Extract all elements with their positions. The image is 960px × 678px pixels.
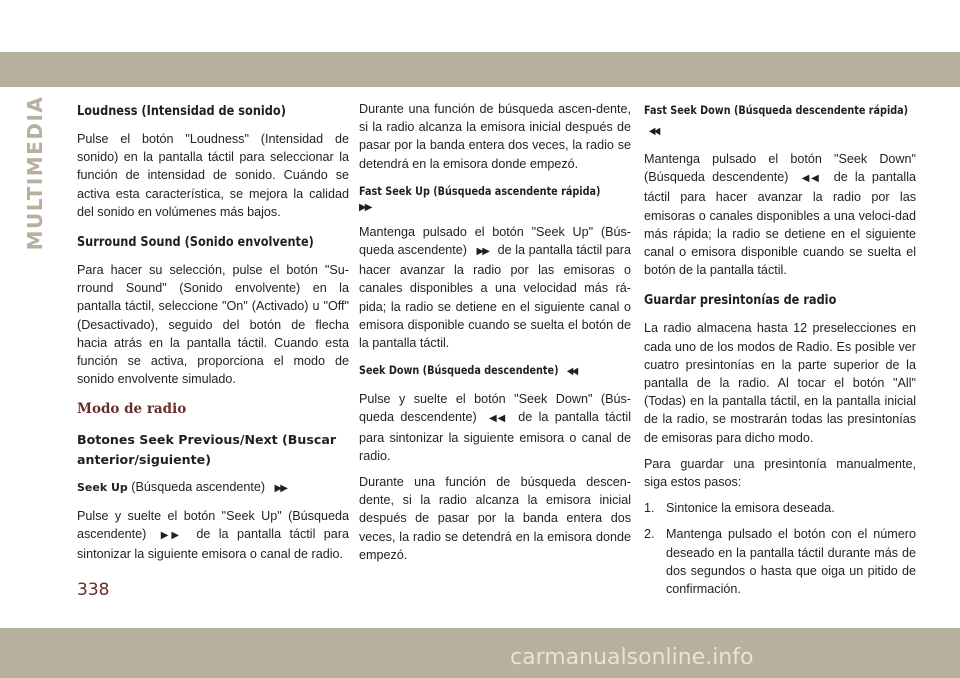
radio-mode-heading: Modo de radio	[77, 401, 187, 418]
header-band	[0, 52, 960, 87]
manual-intro: Para guardar una presintonía manualmente, siga estos pasos:	[644, 456, 916, 490]
seek-down-text-a: Pulse y suelte el botón "Seek Down" (Bús-queda descendente)	[359, 392, 631, 425]
seekup-text	[77, 507, 349, 564]
column-1	[77, 100, 349, 563]
surround-text: Para hacer su selección, pulse el botón "Su-rround Sound" (Sonido envolvente) en la pantalla táctil, seleccione "On" (Activado) u "Off" (Desactivado), seguido del botón de flecha hacia atrás en la pantalla táctil. Cuando esta función se activa, proporciona el modo de sonido envolvente simulado.	[77, 263, 349, 387]
presets-text: La radio almacena hasta 12 preselecciones en cada uno de los modos de Radio. Es posible ver cuatro presintonías en la parte superior de la pantalla de la radio. Al tocar el botón "All" (Todas) en la pantalla táctil, en la pantalla inicial de la radio, se mostrarán todas las presintonías de emisoras para dicho modo.	[644, 321, 916, 445]
seek-down-continued: Durante una función de búsqueda descen-dente, si la radio alcanza la emisora inicial después de pasar por la banda entera dos veces, la radio se detendrá en la emisora donde empezó.	[359, 475, 631, 562]
seek-back-icon: ◀◀	[566, 366, 577, 378]
fast-seek-down-text	[644, 150, 916, 279]
seekup-label: Seek Up	[77, 481, 128, 495]
fast-seek-up-text-b: de la pantalla táctil para hacer avanzar la radio por las emisoras o canales disponibles a una velocidad más rá-pida; la radio se detiene en el siguiente canal o emisora disponible cuando se suelta el botón de la pantalla táctil.	[359, 243, 632, 351]
seek-forward-icon: ▶▶	[476, 246, 489, 258]
step-text: Mantenga pulsado el botón con el número deseado en la pantalla táctil durante más de dos segundos o hasta que oiga un pitido de confirmación.	[666, 527, 916, 597]
step-number: 1.	[644, 501, 655, 516]
column-2	[359, 100, 631, 564]
step-number: 2.	[644, 527, 655, 542]
step-text: Sintonice la emisora deseada.	[666, 501, 835, 516]
seek-forward-icon: ▶▶	[274, 483, 286, 495]
seek-down-text-b: de la pantalla táctil para sintonizar la siguiente emisora o canal de radio.	[359, 410, 632, 463]
list-item	[644, 499, 916, 517]
fast-seek-up-text-a: Mantenga pulsado el botón "Seek Up" (Bús-queda ascendente)	[359, 224, 631, 258]
column-3	[644, 100, 916, 598]
seek-down-heading-text: Seek Down (Búsqueda descendente)	[359, 363, 559, 378]
seek-forward-icon: ▶▶	[359, 201, 371, 213]
page-number: 338	[77, 580, 110, 600]
surround-heading: Surround Sound (Sonido envolvente)	[77, 234, 314, 251]
fast-seek-up-heading: Fast Seek Up (Búsqueda ascendente rápida)	[359, 183, 601, 198]
fast-seek-up-text	[359, 223, 631, 352]
fast-seek-down-text-a: Mantenga pulsado el botón "Seek Down" (Búsqueda descendente)	[644, 152, 916, 185]
steps-list	[644, 499, 916, 598]
seekup-text-a: Pulse y suelte el botón "Seek Up" (Búsqueda ascendente)	[77, 508, 349, 541]
seekup-label-rest: (Búsqueda ascendente)	[131, 480, 266, 495]
section-tab-label: MULTIMEDIA	[23, 95, 47, 250]
seekup-text-b: de la pantalla táctil para sintonizar la siguiente emisora o canal de radio.	[77, 526, 349, 562]
seekup-continued: Durante una función de búsqueda ascen-dente, si la radio alcanza la emisora inicial después de pasar por la banda entera dos veces, la radio se detendrá en la emisora donde empezó.	[359, 102, 631, 171]
loudness-heading: Loudness (Intensidad de sonido)	[77, 103, 286, 119]
seek-forward-icon: ▶▶	[160, 529, 182, 541]
seekup-line	[77, 478, 349, 498]
seek-back-icon: ◀◀	[649, 126, 659, 137]
fast-seek-down-heading	[644, 100, 913, 142]
fast-seek-down-heading-text: Fast Seek Down (Búsqueda descendente rápida)	[644, 103, 909, 117]
seek-down-text	[359, 390, 631, 465]
watermark: carmanualsonline.info	[510, 645, 754, 670]
loudness-text: Pulse el botón "Loudness" (Intensidad de sonido) en la pantalla táctil para seleccionar la función de intensidad de sonido. Cuándo se activa esta característica, se mejora la calidad del sonido en volúmenes más bajos.	[77, 132, 349, 219]
presets-heading: Guardar presintonías de radio	[644, 292, 837, 309]
seek-down-heading	[359, 360, 587, 382]
seek-buttons-heading: Botones Seek Previous/Next (Buscar anterior/siguiente)	[77, 432, 337, 468]
section-tab	[20, 95, 50, 250]
seek-back-icon: ◀◀	[488, 413, 506, 425]
list-item	[644, 525, 916, 598]
footer-band	[0, 628, 960, 678]
fast-seek-down-text-b: de la pantalla táctil para hacer avanzar la radio por las emisoras o canales disponibles a una veloci-dad más rápida; la radio se detiene en el siguiente canal o emisora disponible cuando se suelta el botón de la pantalla táctil.	[644, 170, 917, 278]
seek-back-icon: ◀◀	[801, 173, 821, 185]
